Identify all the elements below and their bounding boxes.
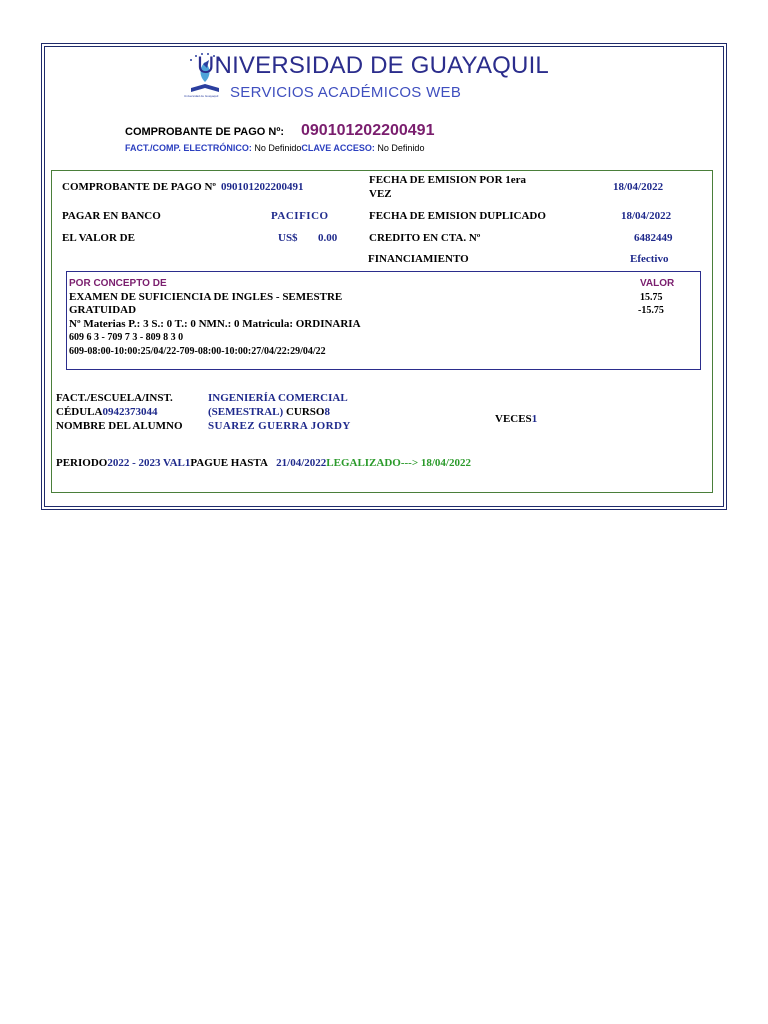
fecha-emision-label-2: VEZ bbox=[369, 188, 392, 200]
fecha-duplicado-label: FECHA DE EMISION DUPLICADO bbox=[369, 210, 546, 222]
periodo-value: 2022 - 2023 VAL1 bbox=[107, 457, 191, 469]
concept-value: -15.75 bbox=[638, 305, 664, 316]
veces-value: 1 bbox=[531, 413, 538, 425]
fecha-duplicado-value: 18/04/2022 bbox=[621, 210, 672, 222]
cedula-label: CÉDULA bbox=[56, 406, 103, 418]
period-line bbox=[56, 457, 471, 469]
clave-acceso-value: No Definido bbox=[377, 143, 425, 153]
facultad-value: INGENIERÍA COMERCIAL bbox=[208, 392, 348, 404]
concept-line: EXAMEN DE SUFICIENCIA DE INGLES - SEMESTRE bbox=[69, 291, 343, 303]
cedula-line bbox=[56, 406, 157, 418]
valor-label: EL VALOR DE bbox=[62, 232, 135, 244]
curso-value: 8 bbox=[324, 406, 330, 418]
concept-line: GRATUIDAD bbox=[69, 304, 137, 316]
nombre-label: NOMBRE DEL ALUMNO bbox=[56, 420, 183, 432]
credito-cta-label: CREDITO EN CTA. Nº bbox=[369, 232, 481, 244]
curso-label: CURSO bbox=[285, 406, 325, 418]
nombre-value: SUAREZ GUERRA JORDY bbox=[208, 420, 351, 432]
facultad-label: FACT./ESCUELA/INST. bbox=[56, 392, 173, 404]
electronic-info-line bbox=[125, 143, 424, 153]
valor-amount: 0.00 bbox=[318, 232, 338, 244]
pague-hasta-value: 21/04/2022 bbox=[276, 457, 327, 469]
financiamiento-value: Efectivo bbox=[630, 253, 669, 265]
legalizado-date: 18/04/2022 bbox=[420, 457, 471, 469]
concept-line: 609-08:00-10:00:25/04/22-709-08:00-10:00:27/04/22:29/04/22 bbox=[69, 346, 326, 357]
comp-pago-number: 090101202200491 bbox=[221, 181, 304, 193]
university-title: UNIVERSIDAD DE GUAYAQUIL bbox=[197, 52, 549, 79]
legalizado-label: LEGALIZADO---> bbox=[326, 457, 419, 469]
concept-line: Nº Materias P.: 3 S.: 0 T.: 0 NMN.: 0 Matricula: ORDINARIA bbox=[69, 318, 361, 330]
fact-comp-label: FACT./COMP. ELECTRÓNICO: bbox=[125, 143, 252, 153]
comp-pago-label: COMPROBANTE DE PAGO Nº bbox=[62, 181, 217, 193]
financiamiento-label: FINANCIAMIENTO bbox=[368, 253, 469, 265]
credito-cta-value: 6482449 bbox=[634, 232, 673, 244]
semestral-text: (SEMESTRAL) bbox=[208, 406, 284, 418]
receipt-label: COMPROBANTE DE PAGO Nº: bbox=[125, 126, 285, 138]
logo-caption: Universidad de Guayaquil bbox=[184, 94, 219, 98]
fecha-emision-value: 18/04/2022 bbox=[613, 181, 664, 193]
pagar-banco-label: PAGAR EN BANCO bbox=[62, 210, 161, 222]
receipt-number: 090101202200491 bbox=[301, 122, 435, 139]
services-subtitle: SERVICIOS ACADÉMICOS WEB bbox=[230, 84, 462, 101]
periodo-label: PERIODO bbox=[56, 457, 108, 469]
pague-hasta-label: PAGUE HASTA bbox=[190, 457, 268, 469]
fact-comp-value: No Definido bbox=[254, 143, 302, 153]
veces-label: VECES bbox=[495, 413, 532, 425]
curso-line bbox=[208, 406, 330, 418]
valor-currency: US$ bbox=[278, 232, 298, 244]
veces-line bbox=[495, 413, 537, 425]
concept-header: POR CONCEPTO DE bbox=[69, 278, 167, 289]
pagar-banco-value: PACIFICO bbox=[271, 210, 329, 222]
fecha-emision-label-1: FECHA DE EMISION POR 1era bbox=[369, 174, 527, 186]
valor-header: VALOR bbox=[640, 278, 675, 289]
clave-acceso-label: CLAVE ACCESO: bbox=[301, 143, 375, 153]
concept-line: 609 6 3 - 709 7 3 - 809 8 3 0 bbox=[69, 332, 184, 343]
cedula-value: 0942373044 bbox=[102, 406, 158, 418]
concept-value: 15.75 bbox=[640, 292, 663, 303]
